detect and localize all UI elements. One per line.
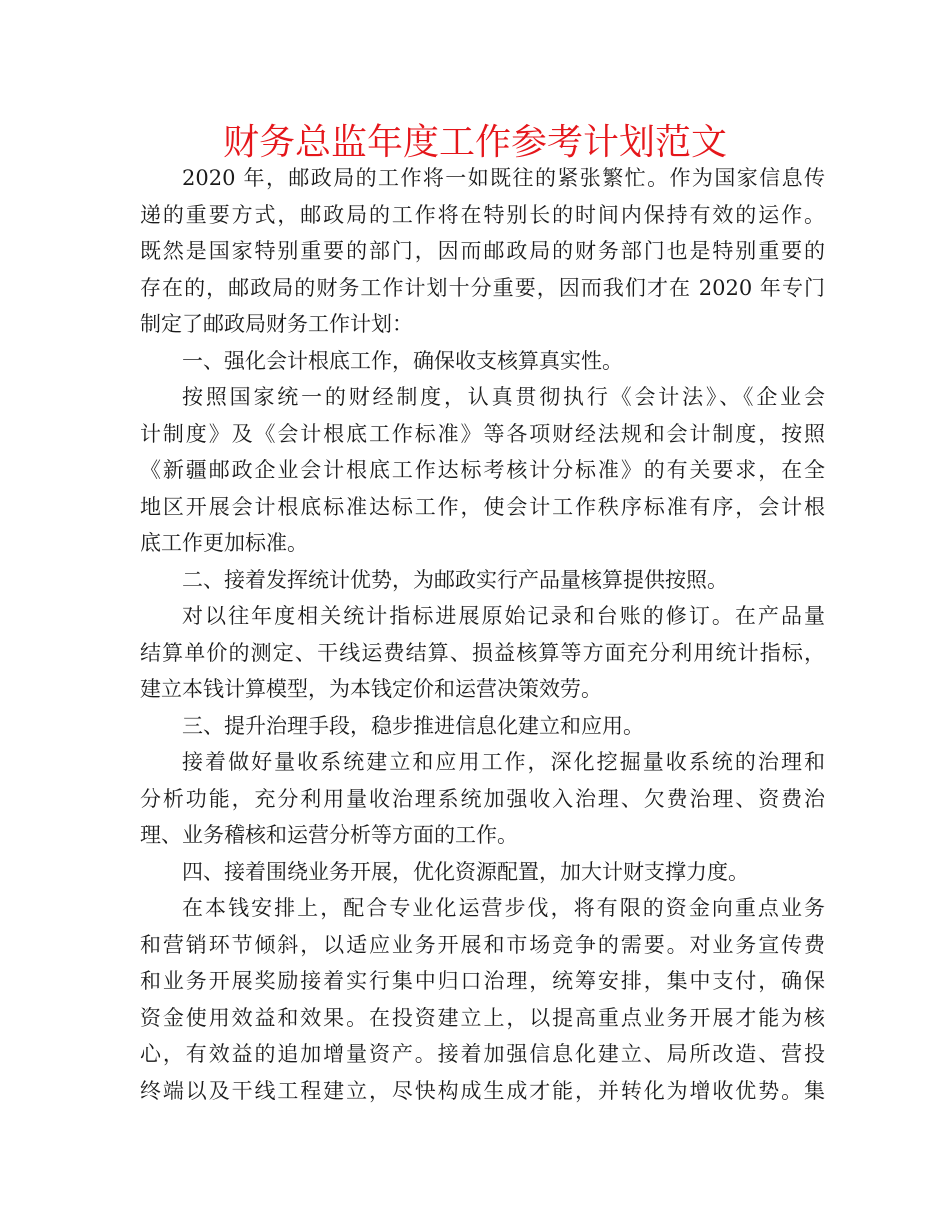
body-line: 制定了邮政局财务工作计划： <box>140 312 413 336</box>
body-line: 一、强化会计根底工作，确保收支核算真实性。 <box>182 348 623 373</box>
body-line: 结算单价的测定、干线运费结算、损益核算等方面充分利用统计指标， <box>140 640 825 665</box>
body-line: 底工作更加标准。 <box>140 531 308 555</box>
body-line: 计制度》及《会计根底工作标准》等各项财经法规和会计制度，按照 <box>140 421 825 446</box>
body-line: 既然是国家特别重要的部门，因而邮政局的财务部门也是特别重要的 <box>140 239 825 263</box>
body-line: 建立本钱计算模型，为本钱定价和运营决策效劳。 <box>140 677 602 701</box>
body-line: 终端以及干线工程建立，尽快构成生成才能，并转化为增收优势。集 <box>140 1078 825 1103</box>
body-line: 2020 年，邮政局的工作将一如既往的紧张繁忙。作为国家信息传 <box>182 166 825 190</box>
body-line: 三、提升治理手段，稳步推进信息化建立和应用。 <box>182 713 644 738</box>
body-line: 《新疆邮政企业会计根底工作达标考核计分标准》的有关要求，在全 <box>140 458 825 482</box>
body-line: 分析功能，充分利用量收治理系统加强收入治理、欠费治理、资费治 <box>140 786 825 811</box>
body-line: 和业务开展奖励接着实行集中归口治理，统筹安排，集中支付，确保 <box>140 969 825 993</box>
document-body <box>140 160 825 1109</box>
body-line: 心，有效益的追加增量资产。接着加强信息化建立、局所改造、营投 <box>140 1042 825 1066</box>
document-title: 财务总监年度工作参考计划范文 <box>222 122 727 163</box>
body-line: 二、接着发挥统计优势，为邮政实行产品量核算提供按照。 <box>182 567 728 592</box>
body-line: 地区开展会计根底标准达标工作，使会计工作秩序标准有序，会计根 <box>140 494 825 519</box>
body-line: 按照国家统一的财经制度，认真贯彻执行《会计法》、《企业会 <box>182 385 825 409</box>
body-line: 接着做好量收系统建立和应用工作，深化挖掘量收系统的治理和 <box>182 750 825 774</box>
body-line: 和营销环节倾斜，以适应业务开展和市场竞争的需要。对业务宣传费 <box>140 932 825 957</box>
body-line: 理、业务稽核和运营分析等方面的工作。 <box>140 823 518 847</box>
body-line: 四、接着围绕业务开展，优化资源配置，加大计财支撑力度。 <box>182 859 749 884</box>
body-line: 对以往年度相关统计指标进展原始记录和台账的修订。在产品量 <box>182 604 825 628</box>
body-line: 递的重要方式，邮政局的工作将在特别长的时间内保持有效的运作。 <box>140 202 825 227</box>
body-line: 资金使用效益和效果。在投资建立上，以提高重点业务开展才能为核 <box>140 1005 825 1030</box>
body-line: 存在的，邮政局的财务工作计划十分重要，因而我们才在 2020 年专门 <box>140 275 825 300</box>
body-line: 在本钱安排上，配合专业化运营步伐，将有限的资金向重点业务 <box>182 896 825 920</box>
